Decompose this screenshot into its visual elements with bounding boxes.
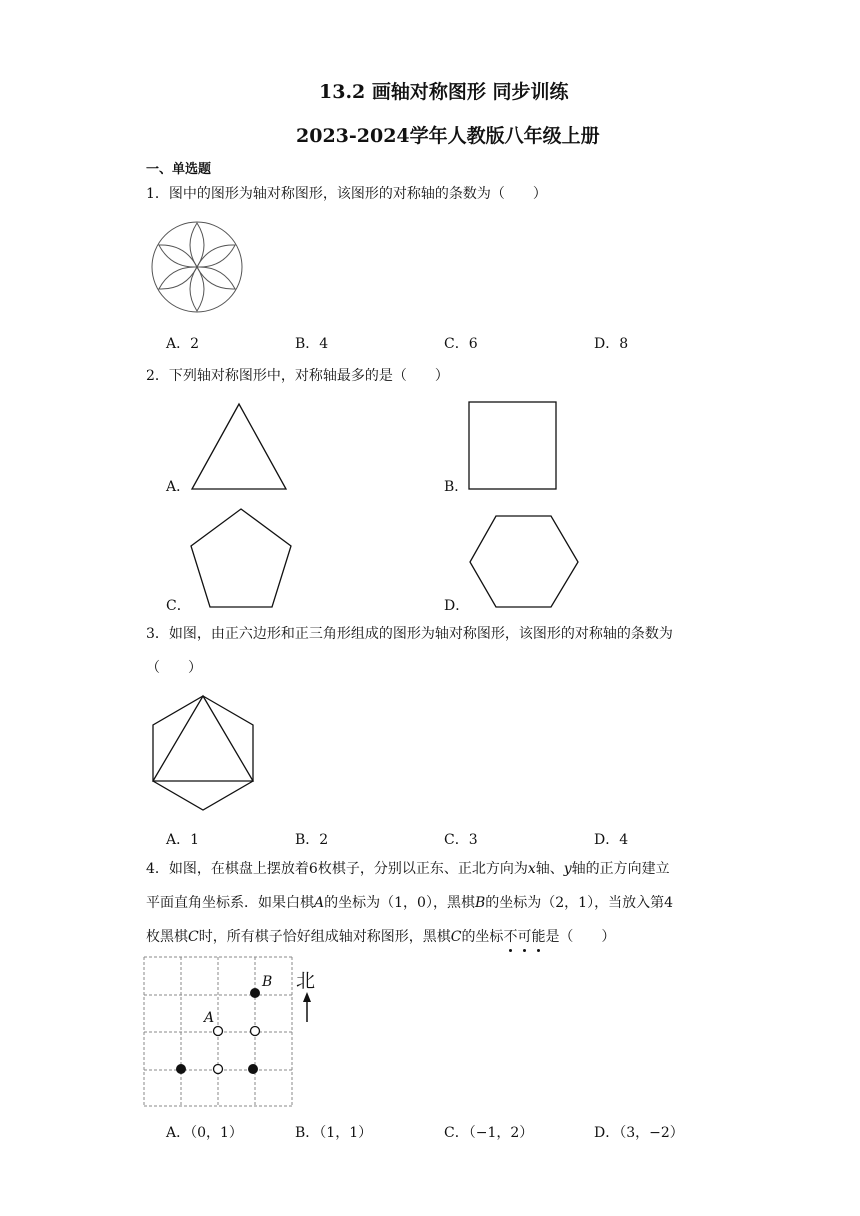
label-point-b: B [262,974,273,990]
question-4-stem-line2: 平面直角坐标系．如果白棋A的坐标为（1，0），黑棋B的坐标为（2，1），当放入第4 [146,895,673,911]
q3-option-d: D．4 [594,832,629,848]
black-piece-b [250,988,260,998]
black-piece [248,1064,258,1074]
section-label: 一、单选题 [146,162,212,177]
question-3-stem-line1: 3．如图，由正六边形和正三角形组成的图形为轴对称图形，该图形的对称轴的条数为 [146,626,673,642]
question-2-stem: 2．下列轴对称图形中，对称轴最多的是（ ） [146,368,449,384]
q3-option-a: A．1 [166,832,200,848]
question-3-stem-line2: （ ） [146,660,202,676]
q1-option-a: A．2 [166,336,200,352]
page-title-line1: 13.2 画轴对称图形 同步训练 [319,81,569,103]
q4-option-a: A．（0，1） [166,1125,243,1141]
emphasis-dot-able: 能 [531,929,546,945]
white-piece-a [214,1027,223,1036]
q4-option-d: D．（3，−2） [594,1125,684,1141]
q2-option-a: A． [166,479,191,495]
q1-option-b: B．4 [295,336,329,352]
question-1-stem: 1．图中的图形为轴对称图形，该图形的对称轴的条数为（ ） [146,186,547,202]
q3-option-b: B．2 [295,832,329,848]
page-title-line2: 2023-2024学年人教版八年级上册 [296,125,600,147]
black-piece [176,1064,186,1074]
q1-option-c: C．6 [444,336,478,352]
white-piece [214,1065,223,1074]
q1-option-d: D．8 [594,336,629,352]
emphasis-dot-not: 不 [503,929,518,945]
question-4-stem-line3: 枚黑棋C时，所有棋子恰好组成轴对称图形，黑棋C的坐标不可能是（ ） [146,929,616,945]
q2-option-b: B． [444,479,469,495]
question-4-stem-line1: 4．如图，在棋盘上摆放着6枚棋子，分别以正东、正北方向为x轴、y轴的正方向建立 [146,861,670,877]
emphasis-dot-can: 可 [517,929,532,945]
white-piece [251,1027,260,1036]
q2-option-d: D． [444,598,470,614]
q4-option-b: B．（1，1） [295,1125,373,1141]
q4-option-c: C．（−1，2） [444,1125,534,1141]
q2-option-c: C． [166,598,191,614]
label-north: 北 [296,970,316,992]
label-point-a: A [204,1010,215,1026]
q3-option-c: C．3 [444,832,478,848]
